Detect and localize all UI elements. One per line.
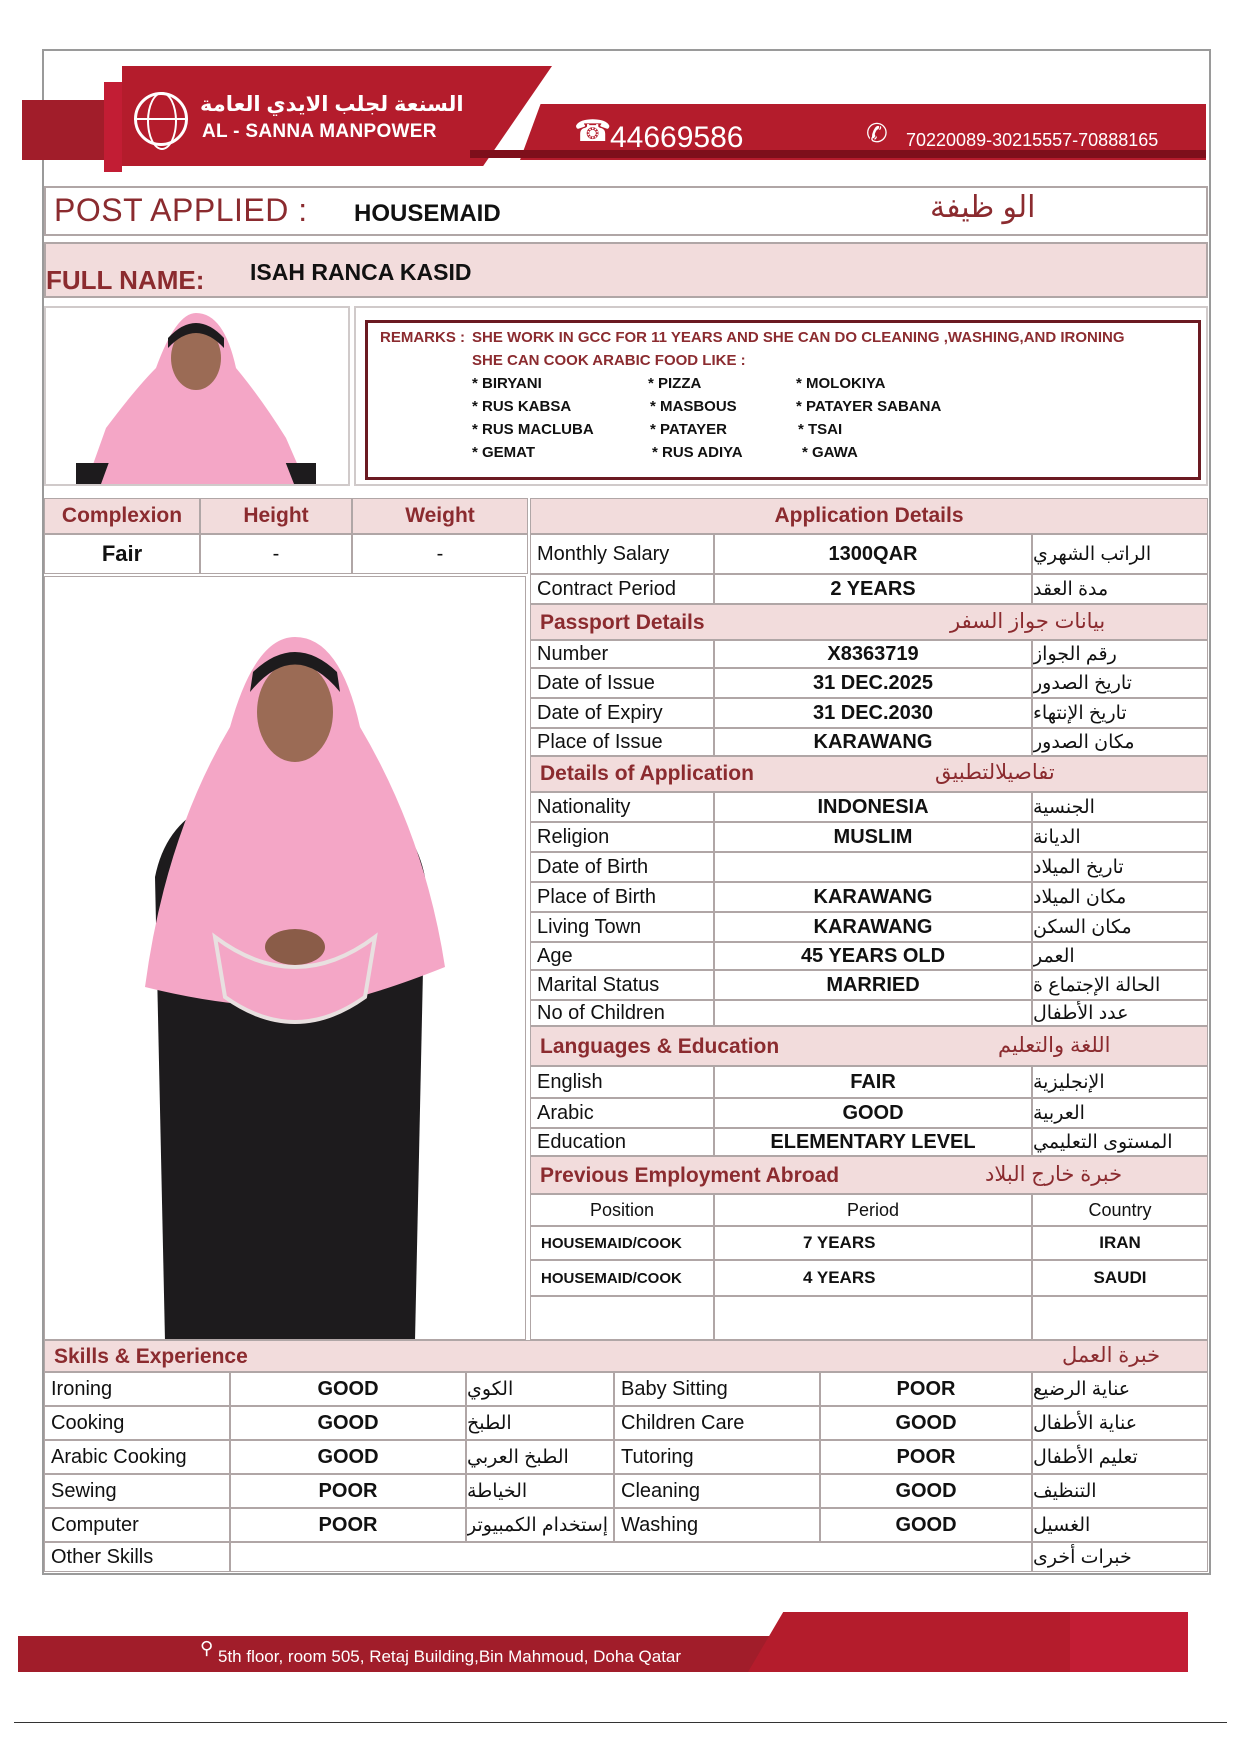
other-skills-value xyxy=(230,1542,1032,1572)
age-label: Age xyxy=(530,942,714,970)
children-value xyxy=(714,1000,1032,1026)
employment-period: 7 YEARS xyxy=(714,1226,1032,1260)
issue-place-value: KARAWANG xyxy=(714,728,1032,756)
contract-label-arabic: مدة العقد xyxy=(1032,574,1208,604)
full-body-photo xyxy=(44,576,526,1340)
issue-date-value: 31 DEC.2025 xyxy=(714,668,1032,698)
marital-status-label: Marital Status xyxy=(530,970,714,1000)
education-label: Education xyxy=(530,1128,714,1156)
skill-ironing-value: GOOD xyxy=(230,1372,466,1406)
mobile-phone-icon: ✆ xyxy=(866,118,888,148)
languages-section-title: Languages & Education xyxy=(540,1035,780,1058)
weight-value: - xyxy=(352,534,528,574)
bottom-rule xyxy=(14,1722,1227,1723)
skill-children-care-value: GOOD xyxy=(820,1406,1032,1440)
employment-empty-cell xyxy=(530,1296,714,1340)
skill-sewing-label-arabic: الخياطة xyxy=(466,1474,614,1508)
employment-section-title-arabic: خبرة خارج البلاد xyxy=(985,1163,1123,1186)
mobile-numbers: 70220089-30215557-70888165 xyxy=(906,130,1159,150)
food-item: * PATAYER SABANA xyxy=(796,398,942,415)
full-name-label: FULL NAME: xyxy=(46,265,205,295)
weight-header: Weight xyxy=(352,498,528,534)
skill-arabic-cooking-value: GOOD xyxy=(230,1440,466,1474)
telephone-icon: ☎ xyxy=(574,115,612,148)
food-item: * RUS MACLUBA xyxy=(472,421,594,438)
details-section-title: Details of Application xyxy=(540,762,754,785)
location-pin-icon: ⚲ xyxy=(200,1638,214,1658)
children-label: No of Children xyxy=(530,1000,714,1026)
birth-date-label-arabic: تاريخ الميلاد xyxy=(1032,852,1208,882)
remarks-line-2: SHE CAN COOK ARABIC FOOD LIKE : xyxy=(472,352,746,369)
skill-cleaning-value: GOOD xyxy=(820,1474,1032,1508)
passport-number-value: X8363719 xyxy=(714,640,1032,668)
age-label-arabic: العمر xyxy=(1032,942,1208,970)
nationality-label: Nationality xyxy=(530,792,714,822)
employment-empty-cell xyxy=(714,1296,1032,1340)
company-name-arabic: السنعة لجلب الايدي العامة xyxy=(200,93,464,116)
birth-place-label-arabic: مكان الميلاد xyxy=(1032,882,1208,912)
portrait-figure xyxy=(46,308,348,484)
skills-section-title: Skills & Experience xyxy=(54,1345,248,1368)
skill-ironing-label: Ironing xyxy=(44,1372,230,1406)
contract-label: Contract Period xyxy=(530,574,714,604)
food-item: * GEMAT xyxy=(472,444,536,461)
employment-country: IRAN xyxy=(1032,1226,1208,1260)
skill-tutoring-label: Tutoring xyxy=(614,1440,820,1474)
food-item: * RUS KABSA xyxy=(472,398,572,415)
full-body-figure xyxy=(45,577,526,1340)
children-label-arabic: عدد الأطفال xyxy=(1032,1000,1208,1026)
header-left-bar xyxy=(22,100,110,160)
post-applied-value: HOUSEMAID xyxy=(354,200,501,227)
skill-baby-sitting-label-arabic: عناية الرضيع xyxy=(1032,1372,1208,1406)
skill-arabic-cooking-label-arabic: الطبخ العربي xyxy=(466,1440,614,1474)
arabic-label-arabic: العربية xyxy=(1032,1098,1208,1128)
employment-country: SAUDI xyxy=(1032,1260,1208,1296)
birth-place-value: KARAWANG xyxy=(714,882,1032,912)
country-header: Country xyxy=(1032,1194,1208,1226)
food-item: * TSAI xyxy=(798,421,843,438)
arabic-value: GOOD xyxy=(714,1098,1032,1128)
issue-date-label-arabic: تاريخ الصدور xyxy=(1032,668,1208,698)
english-value: FAIR xyxy=(714,1066,1032,1098)
skill-computer-label: Computer xyxy=(44,1508,230,1542)
height-value: - xyxy=(200,534,352,574)
salary-label-arabic: الراتب الشهري xyxy=(1032,534,1208,574)
living-town-label-arabic: مكان السكن xyxy=(1032,912,1208,942)
post-applied-label-arabic: الو ظيفة xyxy=(930,191,1036,224)
complexion-value: Fair xyxy=(44,534,200,574)
religion-label-arabic: الديانة xyxy=(1032,822,1208,852)
remarks-line-1: SHE WORK IN GCC FOR 11 YEARS AND SHE CAN DO CLEANING ,WASHING,AND IRONING xyxy=(472,329,1125,346)
skill-washing-label-arabic: الغسيل xyxy=(1032,1508,1208,1542)
full-name-row xyxy=(44,242,1208,298)
employment-period: 4 YEARS xyxy=(714,1260,1032,1296)
post-applied-label: POST APPLIED : xyxy=(54,192,308,228)
food-item: * GAWA xyxy=(802,444,858,461)
passport-number-label-arabic: رقم الجواز xyxy=(1032,640,1208,668)
nationality-value: INDONESIA xyxy=(714,792,1032,822)
phone-number: 44669586 xyxy=(610,121,744,154)
birth-date-value xyxy=(714,852,1032,882)
education-label-arabic: المستوى التعليمي xyxy=(1032,1128,1208,1156)
food-item: * PIZZA xyxy=(648,375,702,392)
marital-status-value: MARRIED xyxy=(714,970,1032,1000)
skill-tutoring-value: POOR xyxy=(820,1440,1032,1474)
position-header: Position xyxy=(530,1194,714,1226)
skill-cleaning-label-arabic: التنظيف xyxy=(1032,1474,1208,1508)
skill-cooking-value: GOOD xyxy=(230,1406,466,1440)
employment-section-title: Previous Employment Abroad xyxy=(540,1164,840,1187)
passport-number-label: Number xyxy=(530,640,714,668)
skill-ironing-label-arabic: الكوي xyxy=(466,1372,614,1406)
skill-children-care-label-arabic: عناية الأطفال xyxy=(1032,1406,1208,1440)
remarks-label: REMARKS : xyxy=(380,329,465,346)
skills-section-title-arabic: خبرة العمل xyxy=(1062,1344,1161,1367)
expiry-date-label: Date of Expiry xyxy=(530,698,714,728)
skill-computer-value: POOR xyxy=(230,1508,466,1542)
salary-label: Monthly Salary xyxy=(530,534,714,574)
details-section-title-arabic: تفاصيلالتطبيق xyxy=(935,761,1055,784)
other-skills-label-arabic: خبرات أخرى xyxy=(1032,1542,1208,1572)
header-underline xyxy=(470,150,1206,158)
skill-cleaning-label: Cleaning xyxy=(614,1474,820,1508)
footer-address: 5th floor, room 505, Retaj Building,Bin Mahmoud, Doha Qatar xyxy=(218,1647,682,1666)
full-name-value: ISAH RANCA KASID xyxy=(250,259,472,285)
birth-date-label: Date of Birth xyxy=(530,852,714,882)
passport-section-title: Passport Details xyxy=(540,611,705,634)
footer-block xyxy=(1070,1612,1188,1672)
food-item: * MOLOKIYA xyxy=(796,375,886,392)
age-value: 45 YEARS OLD xyxy=(714,942,1032,970)
skill-washing-value: GOOD xyxy=(820,1508,1032,1542)
employment-position: HOUSEMAID/COOK xyxy=(530,1226,714,1260)
food-item: * RUS ADIYA xyxy=(652,444,743,461)
portrait-photo xyxy=(44,306,350,486)
salary-value: 1300QAR xyxy=(714,534,1032,574)
expiry-date-label-arabic: تاريخ الإنتهاء xyxy=(1032,698,1208,728)
expiry-date-value: 31 DEC.2030 xyxy=(714,698,1032,728)
skill-cooking-label: Cooking xyxy=(44,1406,230,1440)
marital-status-label-arabic: الحالة الإجتماع ة xyxy=(1032,970,1208,1000)
arabic-label: Arabic xyxy=(530,1098,714,1128)
issue-place-label: Place of Issue xyxy=(530,728,714,756)
skill-baby-sitting-label: Baby Sitting xyxy=(614,1372,820,1406)
english-label: English xyxy=(530,1066,714,1098)
religion-label: Religion xyxy=(530,822,714,852)
nationality-label-arabic: الجنسية xyxy=(1032,792,1208,822)
company-name-english: AL - SANNA MANPOWER xyxy=(202,121,437,142)
skill-arabic-cooking-label: Arabic Cooking xyxy=(44,1440,230,1474)
height-header: Height xyxy=(200,498,352,534)
living-town-label: Living Town xyxy=(530,912,714,942)
skill-baby-sitting-value: POOR xyxy=(820,1372,1032,1406)
complexion-header: Complexion xyxy=(44,498,200,534)
passport-section-title-arabic: بيانات جواز السفر xyxy=(950,610,1106,633)
food-item: * PATAYER xyxy=(650,421,727,438)
religion-value: MUSLIM xyxy=(714,822,1032,852)
other-skills-label: Other Skills xyxy=(44,1542,230,1572)
skill-children-care-label: Children Care xyxy=(614,1406,820,1440)
skill-cooking-label-arabic: الطبخ xyxy=(466,1406,614,1440)
skill-computer-label-arabic: إستخدام الكمبيوتر xyxy=(466,1508,614,1542)
food-item: * BIRYANI xyxy=(472,375,542,392)
issue-date-label: Date of Issue xyxy=(530,668,714,698)
employment-empty-cell xyxy=(1032,1296,1208,1340)
birth-place-label: Place of Birth xyxy=(530,882,714,912)
english-label-arabic: الإنجليزية xyxy=(1032,1066,1208,1098)
skill-sewing-label: Sewing xyxy=(44,1474,230,1508)
period-header: Period xyxy=(714,1194,1032,1226)
food-item: * MASBOUS xyxy=(650,398,737,415)
header-accent xyxy=(104,82,122,172)
application-details-header: Application Details xyxy=(530,498,1208,534)
issue-place-label-arabic: مكان الصدور xyxy=(1032,728,1208,756)
skill-washing-label: Washing xyxy=(614,1508,820,1542)
skill-sewing-value: POOR xyxy=(230,1474,466,1508)
contract-value: 2 YEARS xyxy=(714,574,1032,604)
living-town-value: KARAWANG xyxy=(714,912,1032,942)
skill-tutoring-label-arabic: تعليم الأطفال xyxy=(1032,1440,1208,1474)
languages-section-title-arabic: اللغة والتعليم xyxy=(998,1034,1111,1057)
globe-logo-icon xyxy=(134,92,188,146)
employment-position: HOUSEMAID/COOK xyxy=(530,1260,714,1296)
education-value: ELEMENTARY LEVEL xyxy=(714,1128,1032,1156)
